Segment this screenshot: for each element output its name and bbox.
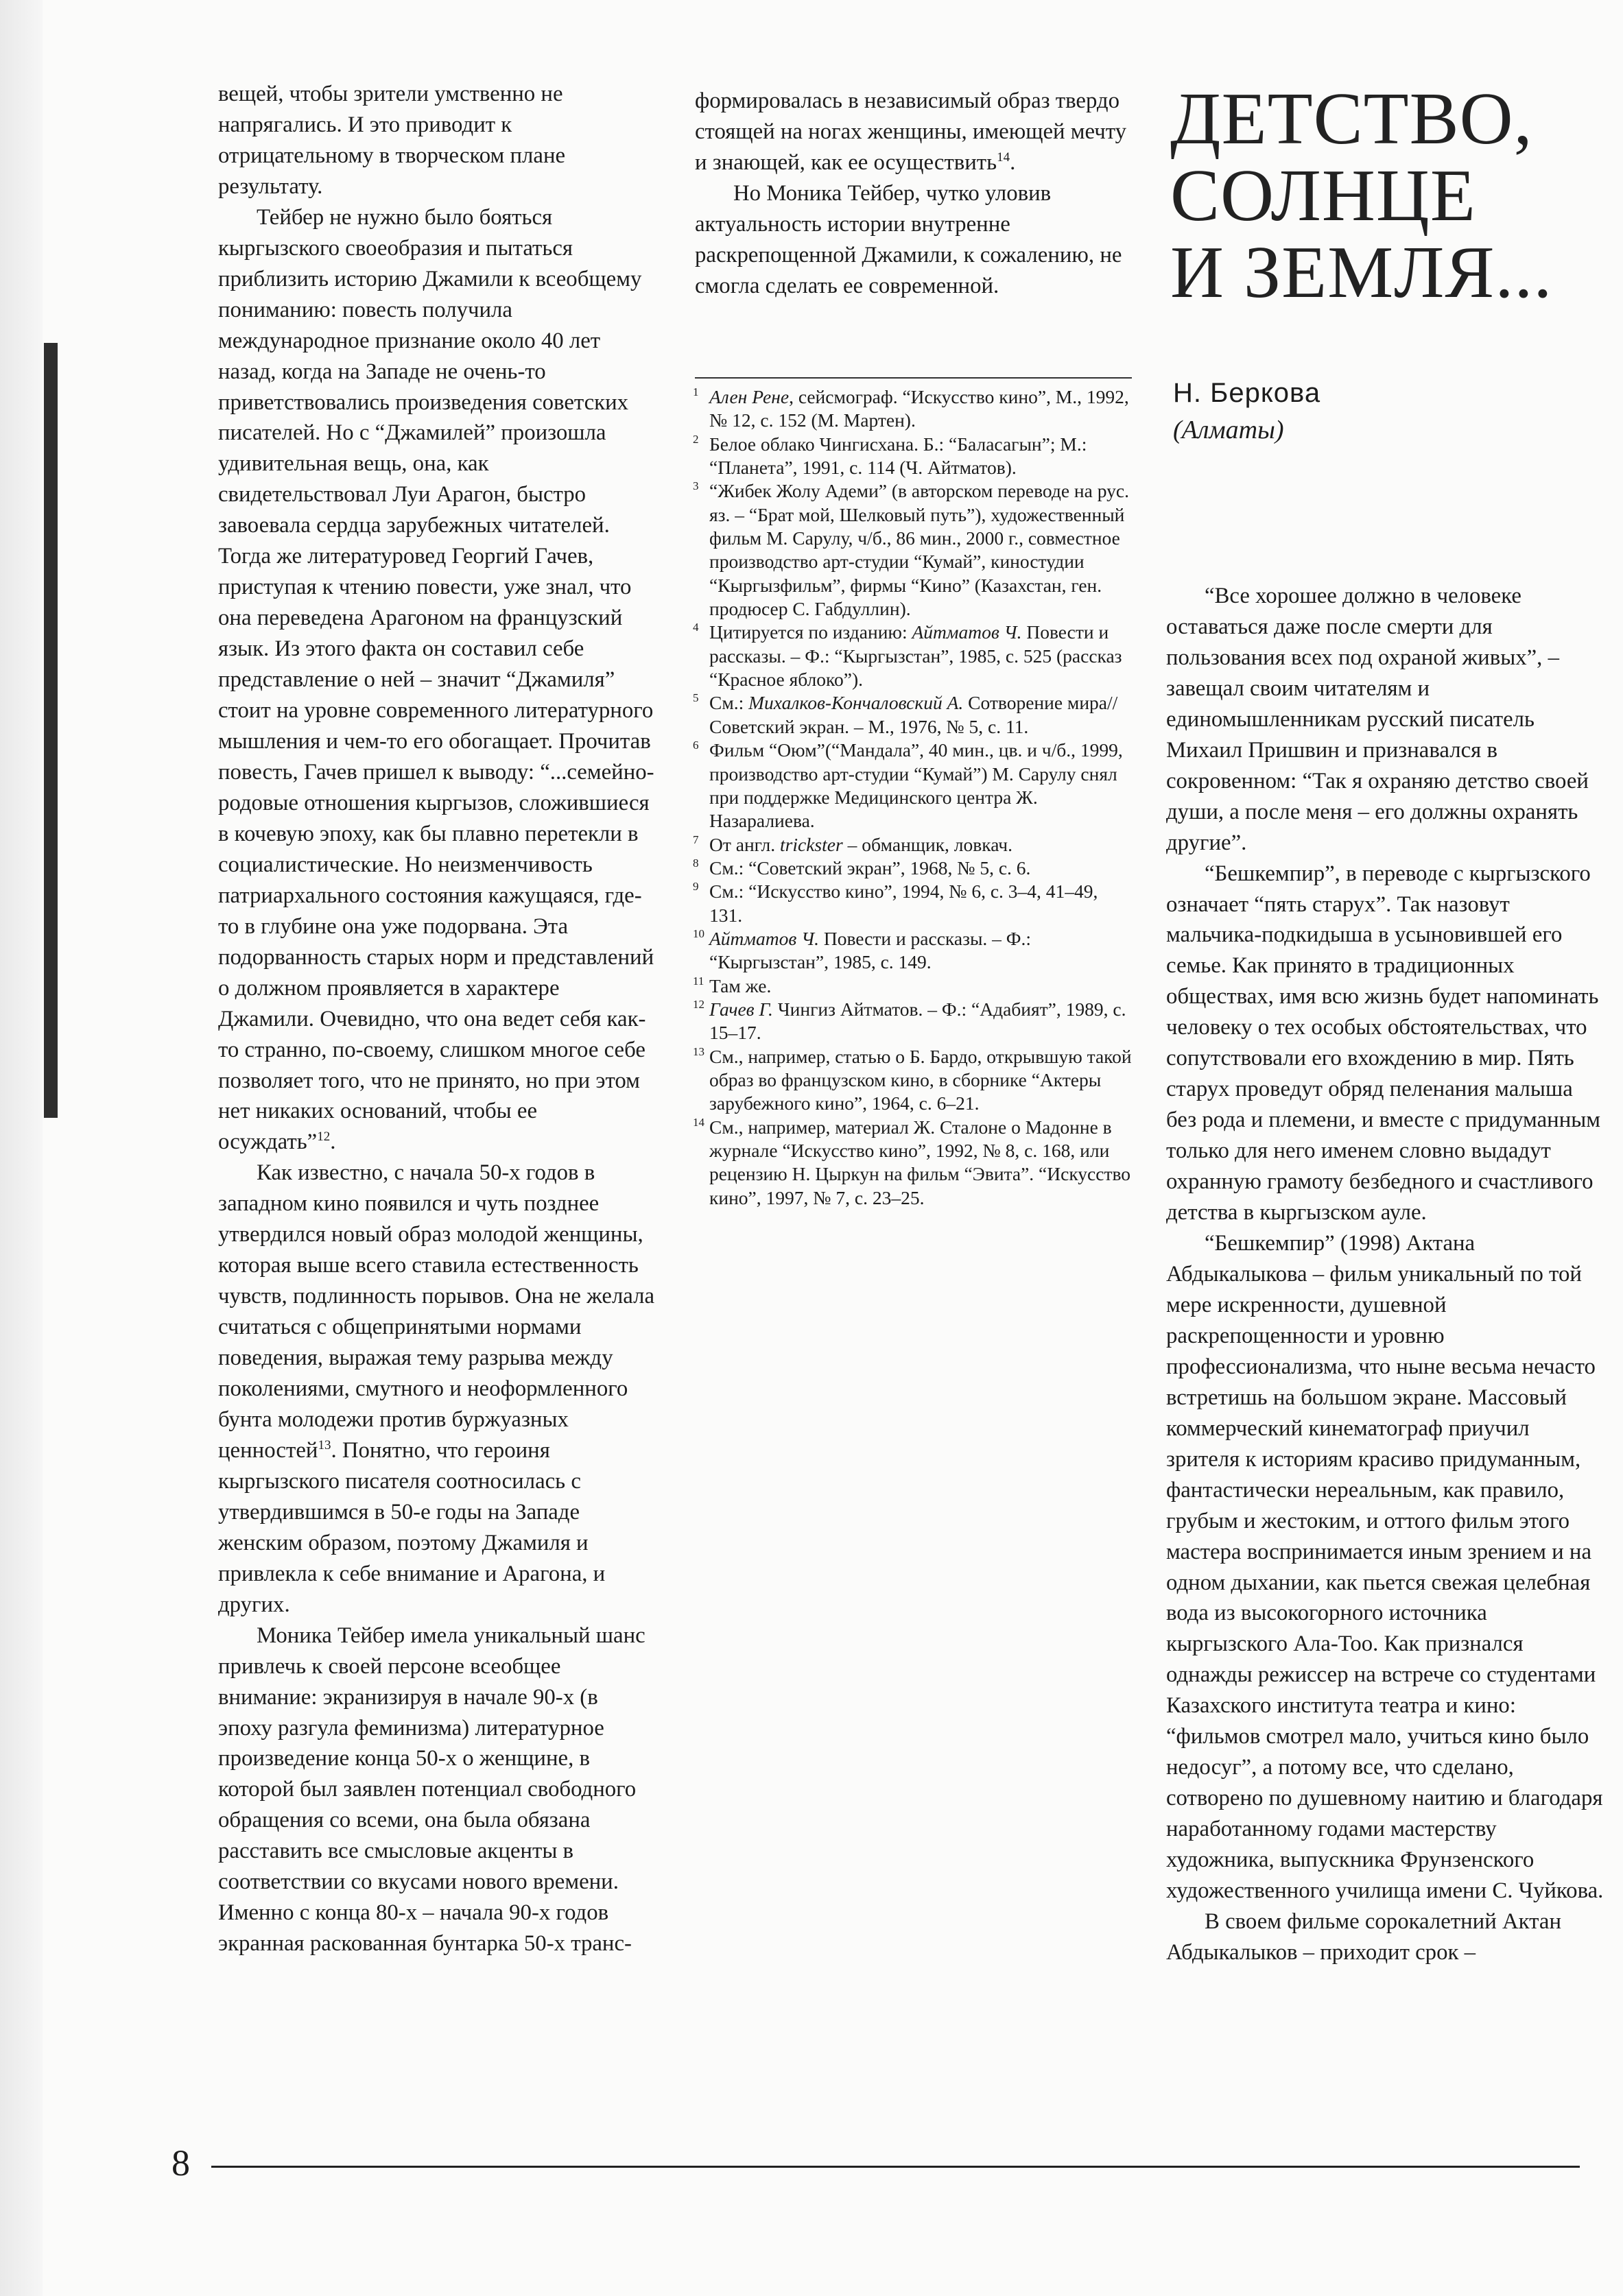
article-title xyxy=(1170,78,1596,313)
footnote-text: От англ. xyxy=(709,833,781,855)
title-line: И ЗЕМЛЯ... xyxy=(1170,232,1553,313)
page-number: 8 xyxy=(171,2142,190,2184)
margin-black-bar xyxy=(44,343,58,1118)
footnote-number: 13 xyxy=(693,1044,704,1058)
column-2 xyxy=(695,86,1141,302)
author-name: Н. Беркова xyxy=(1173,378,1321,408)
footnote-number: 1 xyxy=(693,385,699,398)
footnote-number: 6 xyxy=(693,739,699,752)
column-1 xyxy=(218,79,657,1959)
footnote-number: 14 xyxy=(693,1115,704,1129)
footnote xyxy=(693,927,1132,974)
footnote-number: 12 xyxy=(693,997,704,1011)
footnote-text: Фильм “Оюм”(“Мандала”, 40 мин., цв. и ч/б., 1999, производство арт-студии “Кумай”) М. Сарулу снял при поддержке Медицинского центра Ж. Назаралиева. xyxy=(709,739,1123,832)
footnote-number: 11 xyxy=(693,974,704,988)
footnote-text: См.: “Искусство кино”, 1994, № 6, с. 3–4, 41–49, 131. xyxy=(709,881,1098,926)
paragraph: “Все хорошее должно в человеке оставаться даже после смерти для пользования всех под охраной живых”, – завещал своим читателям и единомышленникам русский писатель Михаил Пришвин и признавался в сокровенном: “Так я охраняю детство своей души, а после меня – его должны охранять другие”. xyxy=(1166,584,1589,855)
title-line: СОЛНЦЕ xyxy=(1170,155,1476,237)
footnote xyxy=(693,621,1132,691)
footnote-text: Цитируется по изданию: xyxy=(709,621,912,643)
footnote-italic-text: Михалков-Кончаловский А. xyxy=(748,692,964,714)
paragraph: Как известно, с начала 50-х годов в западном кино появился и чуть позднее утвердился новый образ молодой женщины, которая выше всего ставила естественность чувств, подлинность порывов. Она не желала считаться с общепринятыми нормами поведения, выражая тему разрыва между поколениями, смутного и неоформленного бунта молодежи против буржуазных ценностей$^{13}$. Понятно, что героиня кыргызского писателя соотносилась с утвердившимся в 50-е годы на Западе женским образом, поэтому Джамиля и привлекла к себе внимание и Арагона, и других. xyxy=(218,1160,655,1617)
author-city: (Алматы) xyxy=(1173,416,1284,444)
footnote-number: 10 xyxy=(693,926,704,940)
footnote-text: Там же. xyxy=(709,974,772,996)
footnote-text: – обманщик, ловкач. xyxy=(842,833,1013,855)
paragraph: Моника Тейбер имела уникальный шанс привлечь к своей персоне всеобщее внимание: экранизируя в начале 90-х (в эпоху разгула феминизма) литературное произведение конца 50-х о женщине, в которой был заявлен потенциал свободного обращения со всеми, она была обязана расставить все смысловые акценты в соответствии со вкусами нового времени. Именно с конца 80-х – начала 90-х годов экранная раскованная бунтарка 50-х транс- xyxy=(218,1623,645,1957)
footnote-text: Повести и рассказы. – Ф.: “Кыргызстан”, 1985, с. 149. xyxy=(709,927,1032,973)
footnote-ref: 14 xyxy=(997,150,1010,165)
footnote xyxy=(693,385,1132,433)
footnote-text: Сотворение мира// Советский экран. – М., 1976, № 5, с. 11. xyxy=(709,692,1118,737)
paragraph: “Бешкемпир” (1998) Актана Абдыкалыкова – фильм уникальный по той мере искренности, душевной раскрепощенности и уровню профессионализма, что ныне весьма нечасто встретишь на большом экране. Массовый коммерческий кинематограф приучил зрителя к историям красиво придуманным, фантастически нереальным, как правило, грубым и жестоким, и оттого фильм этого мастера воспринимается иным зрением и на одном дыхании, как пьется свежая целебная вода из высокогорного источника кыргызского Ала-Тоо. Как признался однажды режиссер на встрече со студентами Казахского института театра и кино: “фильмов смотрел мало, учиться кино было недосуг”, а потому все, что сделано, сотворено по душевному наитию и благодаря наработанному годами мастерству художника, выпускника Фрунзенского художественного училища имени С. Чуйкова. xyxy=(1166,1231,1604,1904)
footnote xyxy=(693,998,1132,1045)
footnote-number: 7 xyxy=(693,833,699,846)
footnote xyxy=(693,1045,1132,1116)
footnote-text: См.: “Советский экран”, 1968, № 5, с. 6. xyxy=(709,857,1031,878)
footnotes-list xyxy=(693,385,1132,1210)
footnote-text: Чингиз Айтматов. – Ф.: “Адабият”, 1989, с. 15–17. xyxy=(709,998,1126,1044)
footnote-italic-text: Айтматов Ч. xyxy=(709,927,819,949)
footnote-italic-text: trickster xyxy=(780,833,843,855)
footnote-number: 4 xyxy=(693,621,699,634)
paragraph: “Бешкемпир”, в переводе с кыргызского означает “пять старух”. Так назовут мальчика-подкидыша в усыновившей его семье. Как принято в традиционных обществах, имя всю жизнь будет напоминать человеку о тех особых обстоятельствах, что сопутствовали его вхождению в мир. Пять старух проведут обряд пеленания малыша без рода и племени, и вместе с придуманным только для него именем словно выдадут охранную грамоту безбедного и счастливого детства в кыргызском ауле. xyxy=(1166,861,1601,1225)
footnote-number: 9 xyxy=(693,880,699,894)
footnote-text: См., например, статью о Б. Бардо, открывшую такой образ во французском кино, в сборнике “Актеры зарубежного кино”, 1964, с. 6–21. xyxy=(709,1045,1132,1114)
footnote-text: См.: xyxy=(709,692,749,714)
footnote-text: “Жибек Жолу Адеми” (в авторском переводе на рус. яз. – “Брат мой, Шелковый путь”), художественный фильм М. Сарулу, ч/б., 86 мин., 2000 г., совместное производство арт-студии “Кумай”, киностудии “Кыргызфильм”, фирмы “Кино” (Казахстан, ген. продюсер С. Габдуллин). xyxy=(709,480,1129,620)
footnote xyxy=(693,739,1132,833)
title-line: ДЕТСТВО, xyxy=(1170,78,1533,160)
footnote-number: 3 xyxy=(693,479,699,493)
paragraph: вещей, чтобы зрители умственно не напрягались. И это приводит к отрицательному в творческом плане результату. xyxy=(218,82,566,199)
paragraph: Но Моника Тейбер, чутко уловив актуальность истории внутренне раскрепощенной Джамили, к сожалению, не смогла сделать ее современной. xyxy=(695,180,1122,298)
footnote-divider xyxy=(695,377,1132,379)
paragraph: Тейбер не нужно было бояться кыргызского своеобразия и пытаться приблизить историю Джамили к всеобщему пониманию: повесть получила международное признание около 40 лет назад, когда на Западе не очень-то приветствовались произведения советских писателей. Но с “Джамилей” произошла удивительная вещь, она, как свидетельствовал Луи Арагон, быстро завоевала сердца зарубежных читателей. Тогда же литературовед Георгий Гачев, приступая к чтению повести, уже знал, что она переведена Арагоном на французский язык. Из этого факта он составил себе представление о ней – значит “Джамиля” стоит на уровне современного литературного мышления и чем-то его обогащает. Прочитав повесть, Гачев пришел к выводу: “...семейно-родовые отношения кыргызов, сложившиеся в кочевую эпоху, как бы плавно перетекли в социалистические. Но неизменчивость патриархального состояния кажущаяся, где-то в глубине она уже подорвана. Эта подорванность старых норм и представлений о должном проявляется в характере Джамили. Очевидно, что она ведет себя как-то странно, по-своему, слишком многое себе позволяет того, что не принято, но при этом нет никаких оснований, чтобы ее осуждать”$^{12}$. xyxy=(218,204,654,1155)
footnote-italic-text: Гачев Г. xyxy=(709,998,773,1020)
footnote xyxy=(693,433,1132,480)
footnote-italic-text: Айтматов Ч. xyxy=(912,621,1022,643)
footnote-text: , сейсмограф. “Искусство кино”, М., 1992, № 12, с. 152 (М. Мартен). xyxy=(709,386,1129,431)
column-3 xyxy=(1166,581,1605,1968)
paragraph: В своем фильме сорокалетний Актан Абдыкалыков – приходит срок – xyxy=(1166,1909,1562,1965)
footnote-text: Белое облако Чингисхана. Б.: “Баласагын”; М.: “Планета”, 1991, с. 114 (Ч. Айтматов). xyxy=(709,433,1087,479)
footnote xyxy=(693,857,1132,880)
footnote xyxy=(693,974,1132,998)
footnote-number: 8 xyxy=(693,856,699,870)
page-bottom-rule xyxy=(211,2166,1580,2168)
page-gutter-shadow xyxy=(0,0,43,2296)
footnote-italic-text: Ален Рене xyxy=(709,386,790,407)
footnote xyxy=(693,691,1132,739)
footnote xyxy=(693,833,1132,857)
footnote xyxy=(693,1116,1132,1210)
footnote-ref: 13 xyxy=(318,1438,331,1453)
footnote xyxy=(693,479,1132,621)
footnote xyxy=(693,880,1132,927)
footnote-text: Повести и рассказы. – Ф.: “Кыргызстан”, 1985, с. 525 (рассказ “Красное яблоко”). xyxy=(709,621,1122,691)
footnote-text: См., например, материал Ж. Сталоне о Мадонне в журнале “Искусство кино”, 1992, № 8, с. 168, или рецензию Н. Цыркун на фильм “Эвита”. “Искусство кино”, 1997, № 7, с. 23–25. xyxy=(709,1116,1131,1208)
paragraph: формировалась в независимый образ твердо стоящей на ногах женщины, имеющей мечту и знающей, как ее осуществить$^{14}$. xyxy=(695,88,1127,175)
footnote-ref: 12 xyxy=(317,1129,331,1145)
footnote-number: 5 xyxy=(693,691,699,705)
footnote-number: 2 xyxy=(693,432,699,446)
